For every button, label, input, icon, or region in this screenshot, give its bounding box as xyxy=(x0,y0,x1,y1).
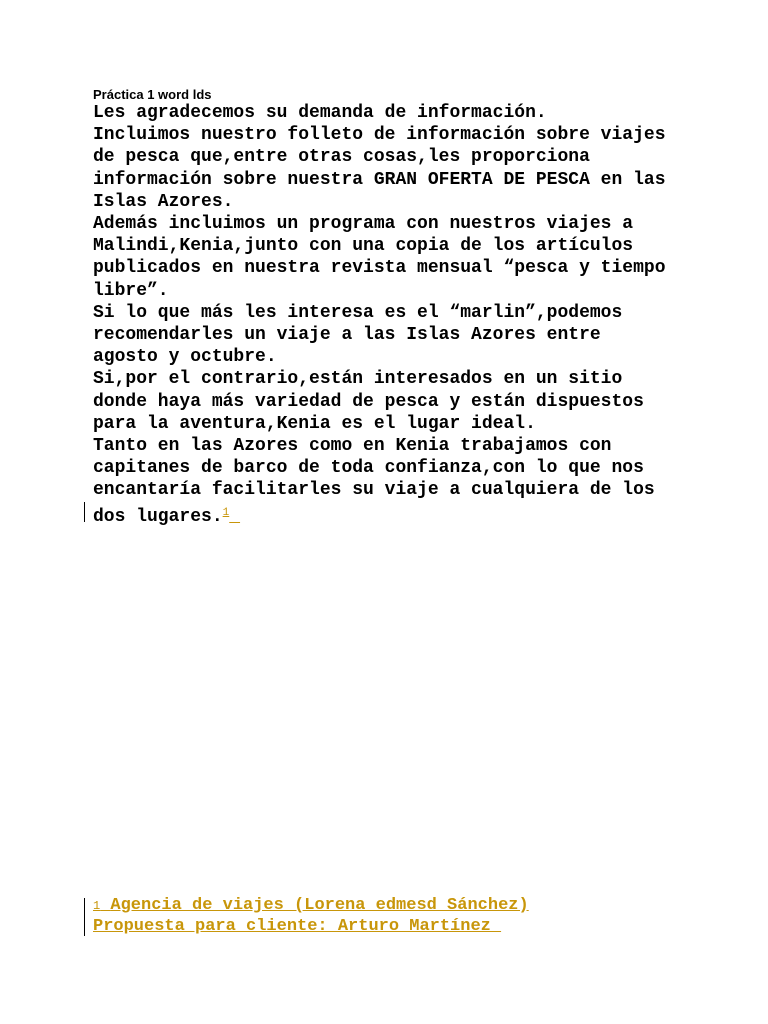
change-bar xyxy=(84,502,85,522)
body-line: Tanto en las Azores como en Kenia trabajamos con xyxy=(93,436,612,457)
footnote-reference-link[interactable]: 1 xyxy=(222,506,230,519)
body-line: de pesca que,entre otras cosas,les proporciona xyxy=(93,147,590,168)
footnote xyxy=(93,896,529,936)
last-body-line xyxy=(93,502,693,528)
body-line: Malindi,Kenia,junto con una copia de los artículos xyxy=(93,236,634,257)
footnote-change-bar xyxy=(84,898,85,936)
body-line: para la aventura,Kenia es el lugar ideal. xyxy=(93,413,536,434)
footnote-text-1: Agencia de viajes (Lorena edmesd Sánchez) xyxy=(110,896,529,915)
footnote-line-1[interactable] xyxy=(93,896,529,917)
body-line: Si,por el contrario,están interesados en un sitio xyxy=(93,369,623,390)
letter-body xyxy=(93,102,693,528)
body-line: Si lo que más les interesa es el “marlin”,podemos xyxy=(93,302,623,323)
body-line: donde haya más variedad de pesca y están dispuestos xyxy=(93,391,644,412)
footnote-line-2[interactable]: Propuesta para cliente: Arturo Martínez xyxy=(93,916,502,936)
body-line: recomendarles un viaje a las Islas Azores entre xyxy=(93,325,601,346)
body-line: Incluimos nuestro folleto de información sobre viajes xyxy=(93,125,666,146)
footnote-number: 1 xyxy=(93,899,101,913)
footnote-reference-pad xyxy=(229,507,240,527)
document-title: Práctica 1 word lds xyxy=(93,87,212,102)
body-line: Islas Azores. xyxy=(93,191,234,212)
body-line-text: dos lugares. xyxy=(93,506,223,527)
body-line: información sobre nuestra GRAN OFERTA DE PESCA en las xyxy=(93,169,666,190)
body-line: Además incluimos un programa con nuestros viajes a xyxy=(93,214,634,235)
body-line: libre”. xyxy=(93,280,169,301)
body-line: encantaría facilitarles su viaje a cualquiera de los xyxy=(93,480,655,501)
body-line: publicados en nuestra revista mensual “pesca y tiempo xyxy=(93,258,666,279)
body-line: capitanes de barco de toda confianza,con lo que nos xyxy=(93,458,644,479)
body-line: Les agradecemos su demanda de información. xyxy=(93,103,547,123)
body-line: agosto y octubre. xyxy=(93,347,277,368)
